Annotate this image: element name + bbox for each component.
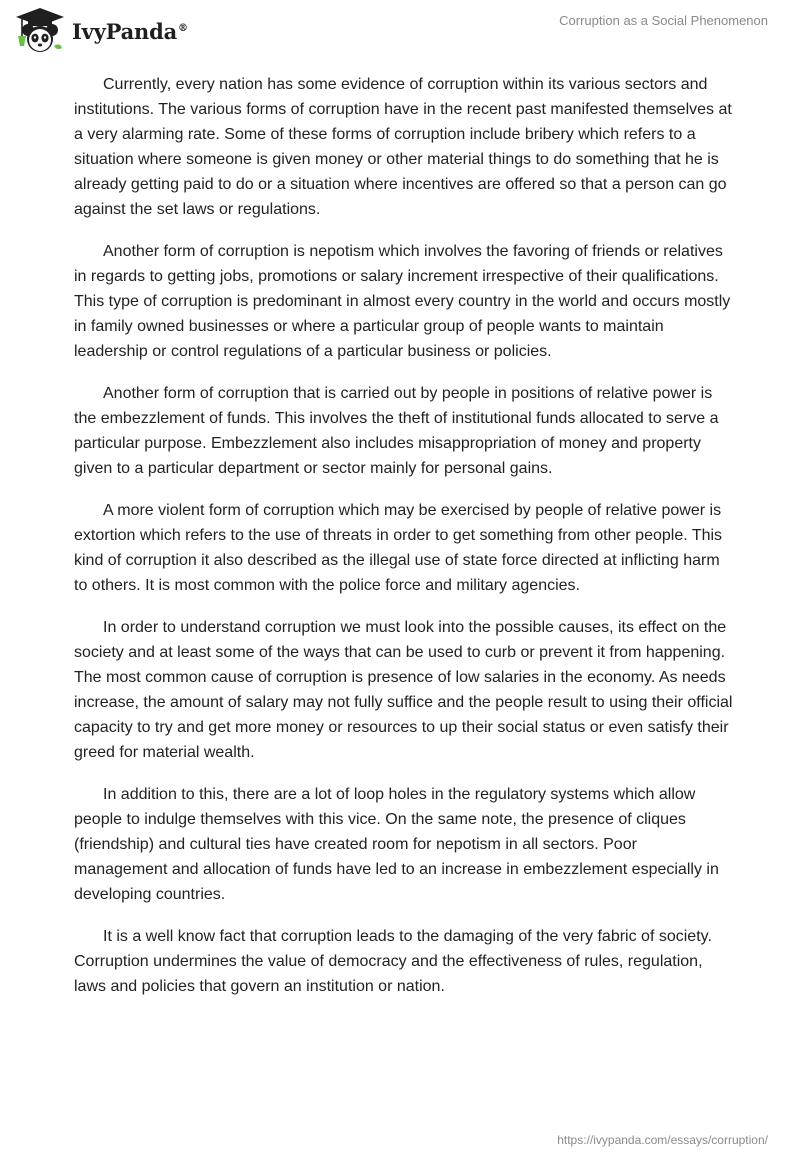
registered-mark: ® [178, 22, 188, 34]
paragraph-2: Another form of corruption is nepotism which involves the favoring of friends or relatives in regards to getting jobs, promotions or salary increment irrespective of their qualifications. This type of corruption is predominant in almost every country in the world and occurs mostly in family owned businesses or where a particular group of people wants to maintain leadership or control regulations of a particular business or policies. [74, 243, 731, 360]
panda-graduation-cap-icon [14, 6, 66, 54]
page-header [0, 0, 800, 60]
essay-body [74, 72, 734, 1016]
paragraph-6: In addition to this, there are a lot of loop holes in the regulatory systems which allow people to indulge themselves with this vice. On the same note, the presence of cliques (friendship) and cultural ties have created room for nepotism in all sectors. Poor management and allocation of funds have led to an increase in embezzlement especially in developing countries. [74, 786, 719, 903]
brand-name: IvyPanda® [72, 18, 188, 44]
ivypanda-logo[interactable] [14, 6, 188, 54]
paragraph-1: Currently, every nation has some evidence of corruption within its various sectors and institutions. The various forms of corruption have in the recent past manifested themselves at a very alarming rate. Some of these forms of corruption include bribery which refers to a situation where someone is given money or other material things to do something that he is already getting paid to do or a situation where incentives are offered so that a person can go against the set laws or regulations. [74, 76, 732, 218]
paragraph-7: It is a well know fact that corruption leads to the damaging of the very fabric of society. Corruption undermines the value of democracy and the effectiveness of rules, regulation, laws and policies that govern an institution or nation. [74, 928, 712, 995]
document-title: Corruption as a Social Phenomenon [559, 13, 768, 28]
paragraph-5: In order to understand corruption we must look into the possible causes, its effect on the society and at least some of the ways that can be used to curb or prevent it from happening. The most common cause of corruption is presence of low salaries in the economy. As needs increase, the amount of salary may not fully suffice and the people result to using their official capacity to try and get more money or resources to up their social status or even satisfy their greed for material wealth. [74, 619, 733, 761]
paragraph-4: A more violent form of corruption which may be exercised by people of relative power is extortion which refers to the use of threats in order to get something from other people. This kind of corruption it also described as the illegal use of state force directed at inflicting harm to others. It is most common with the police force and military agencies. [74, 502, 723, 594]
paragraph-3: Another form of corruption that is carried out by people in positions of relative power is the embezzlement of funds. This involves the theft of institutional funds allocated to serve a particular purpose. Embezzlement also includes misappropriation of money and property given to a particular department or sector mainly for personal gains. [74, 385, 719, 477]
source-url[interactable]: https://ivypanda.com/essays/corruption/ [557, 1133, 768, 1147]
